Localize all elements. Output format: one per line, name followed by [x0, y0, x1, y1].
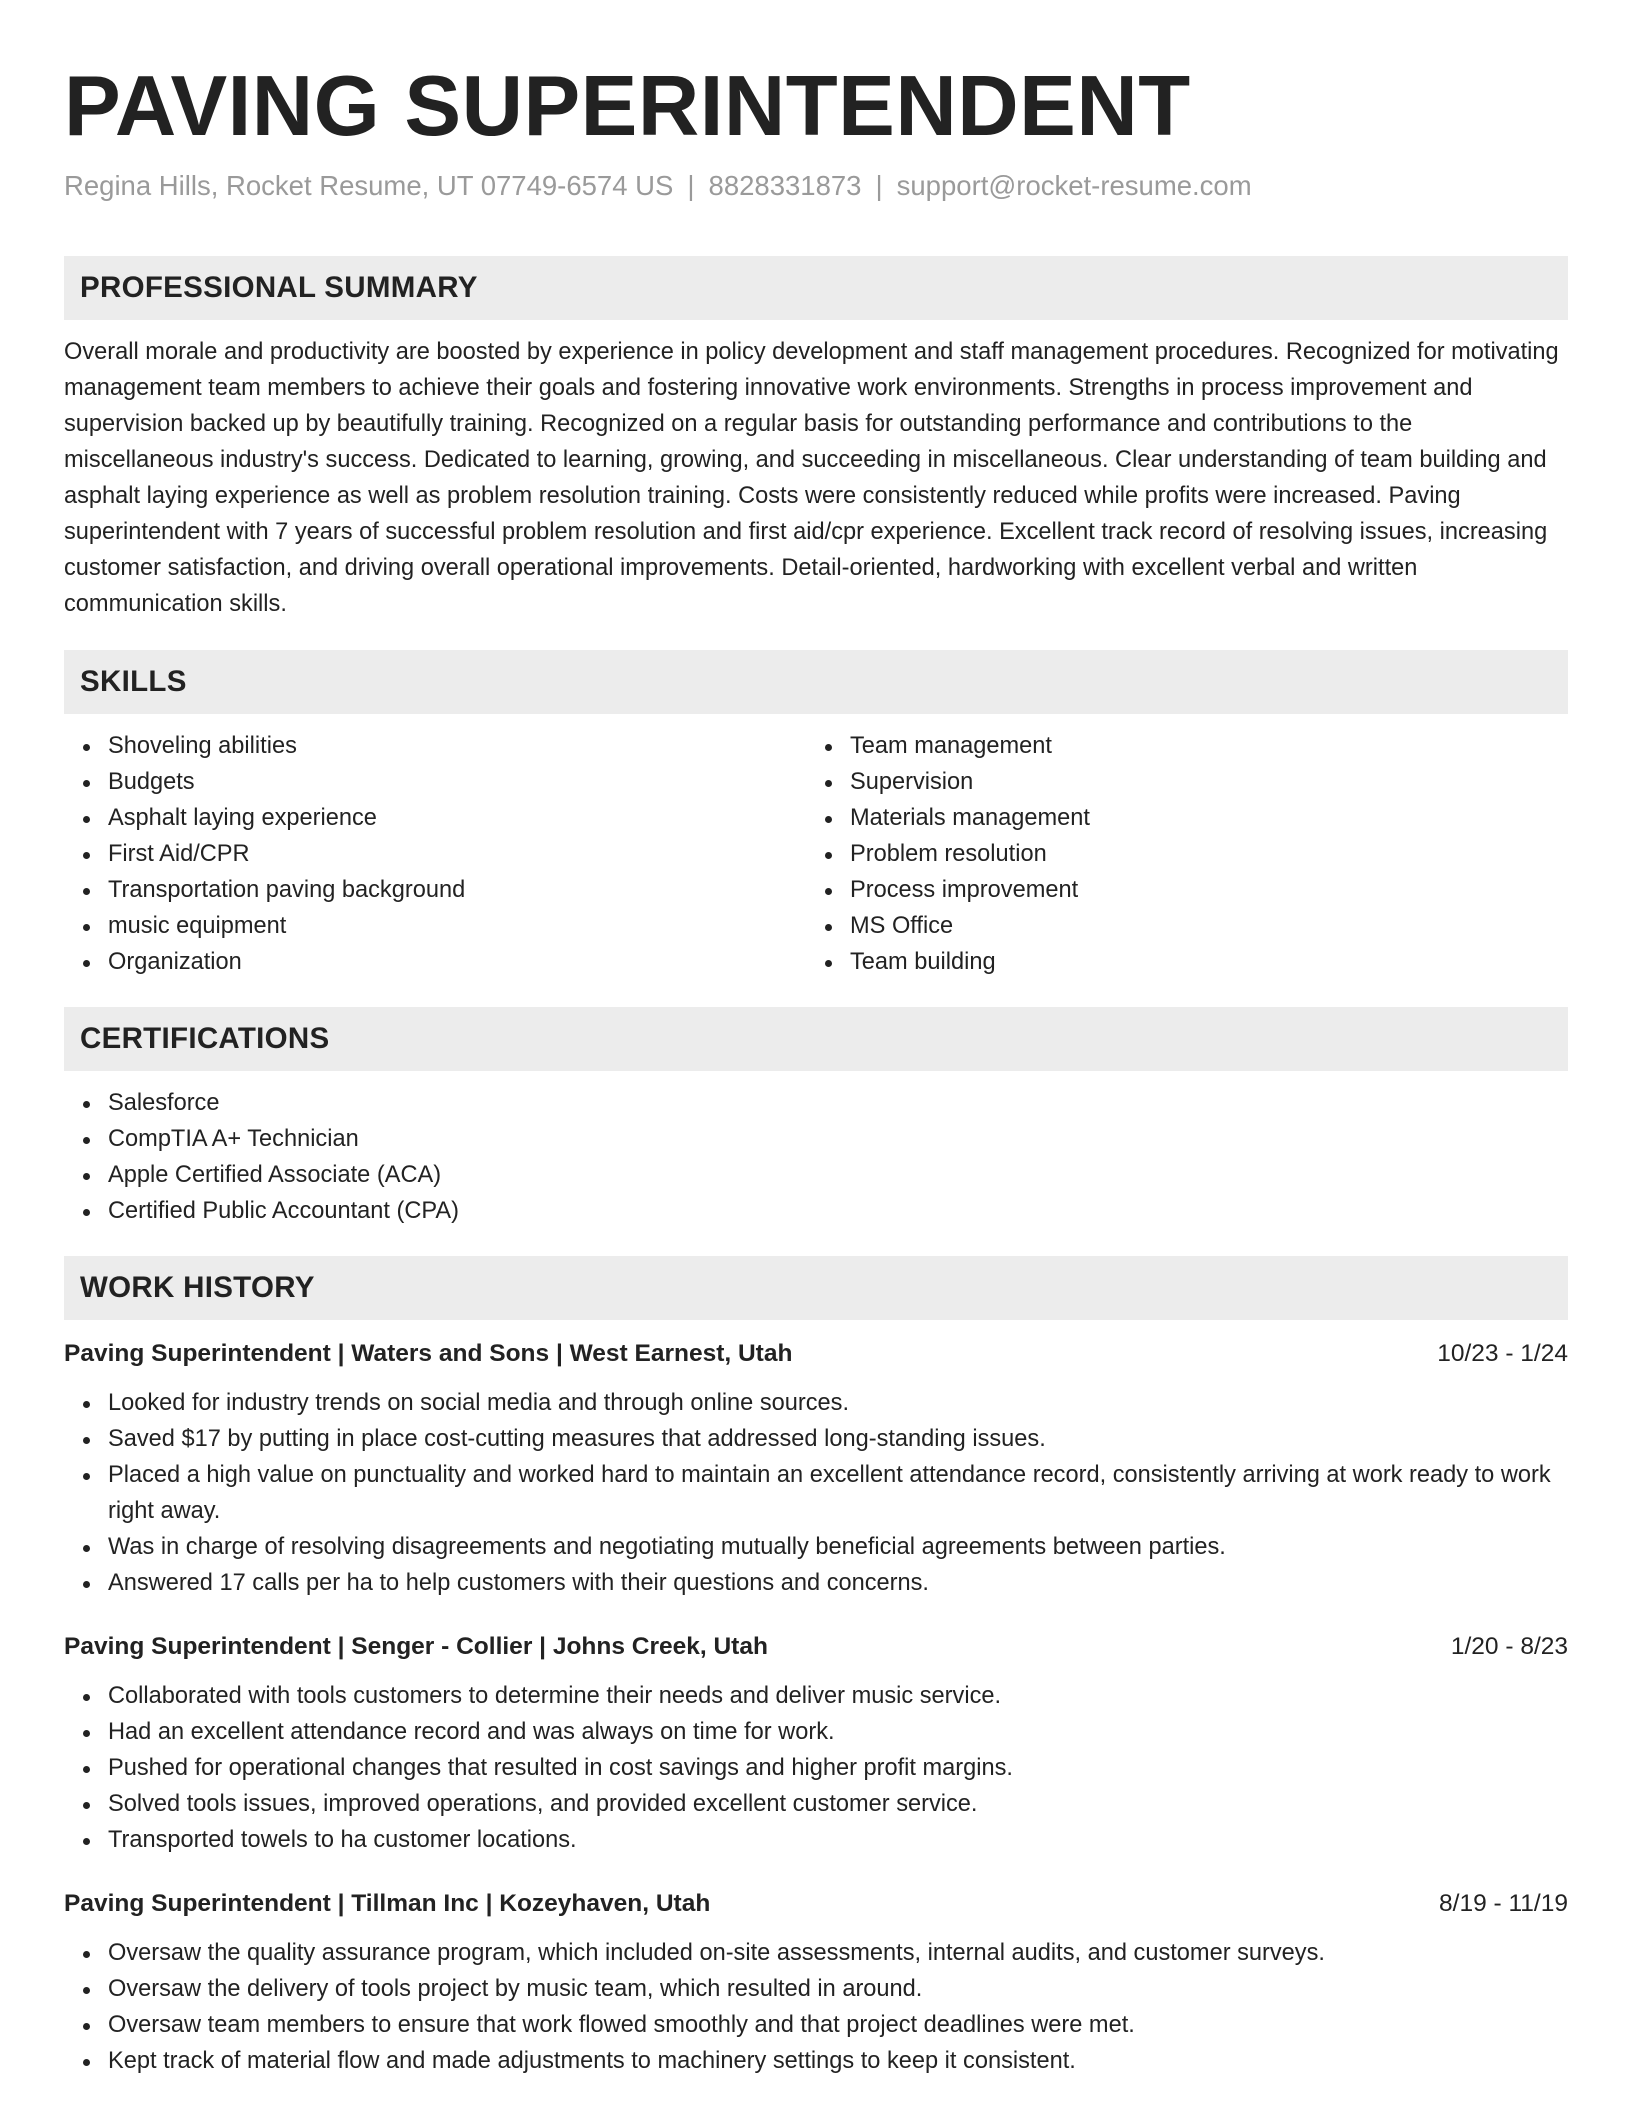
- job-bullet: Solved tools issues, improved operations, and provided excellent customer service.: [108, 1786, 1568, 1822]
- job-title: Paving Superintendent | Waters and Sons | West Earnest, Utah: [64, 1340, 793, 1367]
- certifications-list: [64, 1085, 1568, 1229]
- certification-item: CompTIA A+ Technician: [108, 1121, 1568, 1157]
- job-bullets: [64, 1385, 1568, 1601]
- job-title: Paving Superintendent | Senger - Collier | Johns Creek, Utah: [64, 1633, 768, 1660]
- contact-separator: |: [875, 170, 883, 201]
- job-bullet: Was in charge of resolving disagreements and negotiating mutually beneficial agreements between parties.: [108, 1529, 1568, 1565]
- job-header: [64, 1334, 1568, 1374]
- summary-text: Overall morale and productivity are boosted by experience in policy development and staff management procedures. Recognized for motivating management team members to achieve their goals and fostering innovative work environments. Strengths in process improvement and supervision backed up by beautifully training. Recognized on a regular basis for outstanding performance and contributions to the miscellaneous industry's success. Dedicated to learning, growing, and succeeding in miscellaneous. Clear understanding of team building and asphalt laying experience as well as problem resolution training. Costs were consistently reduced while profits were increased. Paving superintendent with 7 years of successful problem resolution and first aid/cpr experience. Excellent track record of resolving issues, increasing customer satisfaction, and driving overall operational improvements. Detail-oriented, hardworking with excellent verbal and written communication skills.: [64, 339, 1559, 617]
- contact-line: [64, 170, 1568, 202]
- skills-column-left: [64, 728, 806, 980]
- resume-name-title: PAVING SUPERINTENDENT: [64, 59, 1191, 154]
- contact-phone: 8828331873: [708, 170, 862, 201]
- skills-column-right: [806, 728, 1548, 980]
- skill-item: Materials management: [850, 800, 1548, 836]
- job-bullet: Oversaw the delivery of tools project by music team, which resulted in around.: [108, 1971, 1568, 2007]
- job-title: Paving Superintendent | Tillman Inc | Kozeyhaven, Utah: [64, 1890, 711, 1917]
- job-bullet: Pushed for operational changes that resulted in cost savings and higher profit margins.: [108, 1750, 1568, 1786]
- skill-item: Asphalt laying experience: [108, 800, 806, 836]
- skill-item: Transportation paving background: [108, 872, 806, 908]
- job-entry: [64, 1627, 1568, 1858]
- job-dates: 1/20 - 8/23: [1450, 1633, 1568, 1660]
- skill-item: Problem resolution: [850, 836, 1548, 872]
- job-bullet: Answered 17 calls per ha to help customers with their questions and concerns.: [108, 1565, 1568, 1601]
- skill-item: MS Office: [850, 908, 1548, 944]
- contact-address: Regina Hills, Rocket Resume, UT 07749-6574 US: [64, 170, 674, 201]
- skills-list-left: [108, 728, 806, 980]
- skills-list-right: [850, 728, 1548, 980]
- skill-item: Team building: [850, 944, 1548, 980]
- work-history-section: [64, 1256, 1568, 2079]
- section-heading-work-history: WORK HISTORY: [64, 1256, 1568, 1320]
- skills-section: [64, 650, 1568, 980]
- section-heading-certifications: CERTIFICATIONS: [64, 1007, 1568, 1071]
- job-bullet: Transported towels to ha customer locations.: [108, 1822, 1568, 1858]
- contact-separator: |: [687, 170, 695, 201]
- contact-email: support@rocket-resume.com: [896, 170, 1252, 201]
- job-bullet: Looked for industry trends on social media and through online sources.: [108, 1385, 1568, 1421]
- job-dates: 10/23 - 1/24: [1437, 1340, 1568, 1367]
- job-bullet: Saved $17 by putting in place cost-cutting measures that addressed long-standing issues.: [108, 1421, 1568, 1457]
- job-bullets: [64, 1935, 1568, 2079]
- certifications-section: [64, 1007, 1568, 1229]
- skill-item: Process improvement: [850, 872, 1548, 908]
- skill-item: Budgets: [108, 764, 806, 800]
- certification-item: Apple Certified Associate (ACA): [108, 1157, 1568, 1193]
- job-header: [64, 1884, 1568, 1924]
- job-bullet: Placed a high value on punctuality and worked hard to maintain an excellent attendance record, consistently arriving at work ready to work right away.: [108, 1457, 1568, 1529]
- job-bullet: Had an excellent attendance record and was always on time for work.: [108, 1714, 1568, 1750]
- section-heading-skills: SKILLS: [64, 650, 1568, 714]
- job-bullet: Collaborated with tools customers to determine their needs and deliver music service.: [108, 1678, 1568, 1714]
- skill-item: Team management: [850, 728, 1548, 764]
- job-bullet: Oversaw the quality assurance program, which included on-site assessments, internal audits, and customer surveys.: [108, 1935, 1568, 1971]
- summary-section: [64, 256, 1568, 622]
- job-dates: 8/19 - 11/19: [1439, 1890, 1568, 1917]
- skills-columns: [64, 728, 1568, 980]
- skill-item: First Aid/CPR: [108, 836, 806, 872]
- certification-item: Certified Public Accountant (CPA): [108, 1193, 1568, 1229]
- skill-item: Organization: [108, 944, 806, 980]
- job-entry: [64, 1334, 1568, 1601]
- skill-item: Shoveling abilities: [108, 728, 806, 764]
- job-bullet: Oversaw team members to ensure that work flowed smoothly and that project deadlines were met.: [108, 2007, 1568, 2043]
- job-bullet: Kept track of material flow and made adjustments to machinery settings to keep it consistent.: [108, 2043, 1568, 2079]
- skill-item: music equipment: [108, 908, 806, 944]
- skill-item: Supervision: [850, 764, 1548, 800]
- section-heading-summary: PROFESSIONAL SUMMARY: [64, 256, 1568, 320]
- job-header: [64, 1627, 1568, 1667]
- job-bullets: [64, 1678, 1568, 1858]
- job-entry: [64, 1884, 1568, 2079]
- certification-item: Salesforce: [108, 1085, 1568, 1121]
